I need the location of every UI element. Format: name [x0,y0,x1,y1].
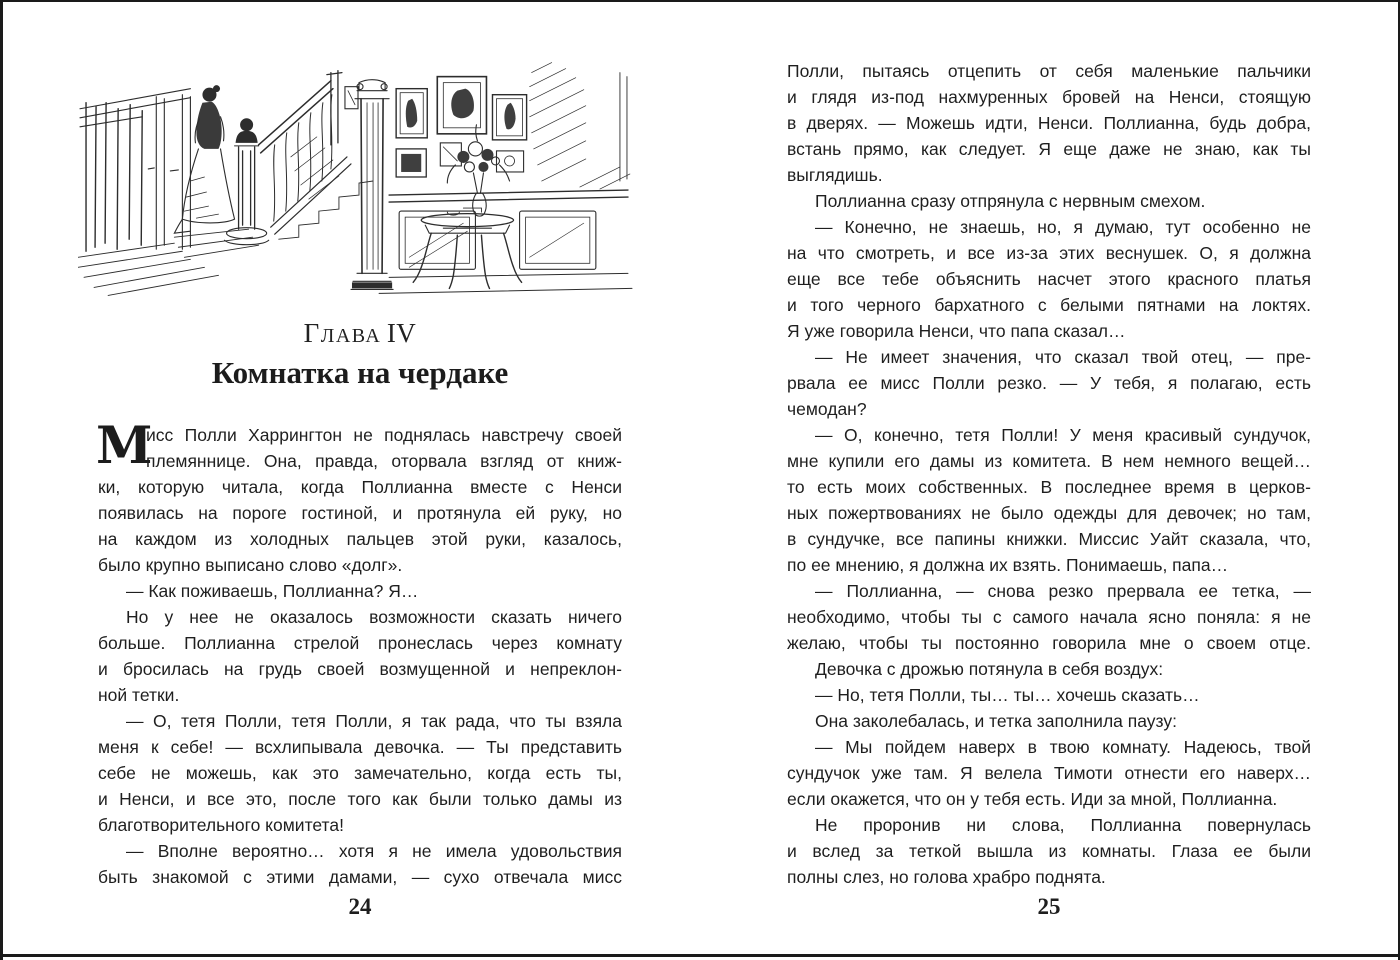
chapter-number: IV [386,318,417,348]
text-line: если окажется, что он у тебя есть. Иди за мной, Поллианна. [787,789,1278,809]
text-line: себе не можешь, как это замечательно, когда есть ты, [98,763,622,783]
text-line: племяннице. Она, правда, оторвала взгляд от книж- [146,451,622,471]
text-line: — О, тетя Полли, тетя Полли, я так рада, что ты взяла [126,711,622,731]
text-line: меня к себе! — всхлипывала девочка. — Ты представить [98,737,622,757]
text-line: на что смотреть, и все из-за этих веснушек. О, я должна [787,243,1311,263]
text-line: ных пожертвованиях не было одежды для девочек; но там, [787,503,1311,523]
text-line: мне купили его дамы из комитета. В нем немного вещей… [787,451,1311,471]
text-line: Не проронив ни слова, Поллианна повернулась [815,815,1311,835]
text-line: — Как поживаешь, Поллианна? Я… [126,581,419,601]
text-line: желаю, чтобы ты постоянно говорила мне о своем отце. [787,633,1311,653]
right-page [787,2,1311,960]
text-line: благотворительного комитета! [98,815,344,835]
text-line: — Поллианна, — снова резко прервала ее тетка, — [815,581,1311,601]
text-line: по ее мнению, я должна их взять. Понимаешь, папа… [787,555,1229,575]
page-number-left: 24 [348,894,372,919]
text-line: — Но, тетя Полли, ты… ты… хочешь сказать… [815,685,1200,705]
page-number-right: 25 [1037,894,1061,919]
chapter-label [98,318,622,353]
left-page [98,2,622,960]
text-line: Полли, пытаясь отцепить от себя маленькие пальчики [787,61,1311,81]
text-line: еще все тебе объяснить насчет этого красного платья [787,269,1311,289]
hall-staircase-illustration [78,60,636,300]
left-page-text [98,422,622,890]
drop-cap: М [96,416,153,476]
text-line: Она заколебалась, и тетка заполнила паузу: [815,711,1177,731]
text-line: то есть моих собственных. В последнее время в церков- [787,477,1311,497]
text-line: сундучок уже там. Я велела Тимоти отнести его наверх… [787,763,1311,783]
right-page-text [787,58,1311,890]
text-line: Но у нее не оказалось возможности сказать ничего [126,607,622,627]
text-line: было крупно выписано слово «долг». [98,555,403,575]
text-line: — О, конечно, тетя Полли! У меня красивый сундучок, [815,425,1311,445]
text-line: и бросилась на грудь своей возмущенной и непреклон- [98,659,622,679]
text-line: и глядя из-под нахмуренных бровей на Ненси, стоящую [787,87,1311,107]
page-bottom-rule [3,954,1398,957]
text-line: встань прямо, как следует. Я еще даже не знаю, как ты [787,139,1311,159]
text-line: быть знакомой с этими дамами, — сухо отвечала мисс [98,867,622,887]
text-line: — Вполне вероятно… хотя я не имела удовольствия [126,841,622,861]
text-line: Девочка с дрожью потянула в себя воздух: [815,659,1164,679]
text-line: ной тетки. [98,685,180,705]
chapter-label-initial: Г [303,318,321,348]
text-line: исс Полли Харрингтон не поднялась навстречу своей [146,425,622,445]
text-line: чемодан? [787,399,867,419]
text-line: появилась на пороге гостиной, и протянула ей руку, но [98,503,622,523]
text-line: — Не имеет значения, что сказал твой отец, — пре- [815,347,1311,367]
text-line: полны слез, но голова храбро поднята. [787,867,1106,887]
text-line: и Ненси, и все это, после того как были только дамы из [98,789,622,809]
text-line: больше. Поллианна стрелой пронеслась через комнату [98,633,622,653]
text-line: необходимо, чтобы ты с самого начала ясно поняла: я не [787,607,1311,627]
text-line: — Конечно, не знаешь, но, я думаю, тут особенно не [815,217,1311,237]
text-line: в сундучке, все папины книжки. Миссис Уайт сказала, что, [787,529,1311,549]
chapter-label-caps: ЛАВА [320,325,382,347]
text-line: — Мы пойдем наверх в твою комнату. Надеюсь, твой [815,737,1311,757]
text-line: рвала ее мисс Полли резко. — У тебя, я полагаю, есть [787,373,1311,393]
text-line: и вслед за теткой вышла из комнаты. Глаза ее были [787,841,1311,861]
text-line: и того черного бархатного с белыми пятнами на локтях. [787,295,1311,315]
text-line: выглядишь. [787,165,883,185]
chapter-title: Комнатка на чердаке [211,355,509,390]
text-line: ки, которую читала, когда Поллианна вместе с Ненси [98,477,622,497]
text-line: Поллианна сразу отпрянула с нервным смехом. [815,191,1206,211]
text-line: Я уже говорила Ненси, что папа сказал… [787,321,1126,341]
text-line: в дверях. — Можешь идти, Ненси. Поллианна, будь добра, [787,113,1311,133]
text-line: на каждом из холодных пальцев этой руки, казалось, [98,529,622,549]
